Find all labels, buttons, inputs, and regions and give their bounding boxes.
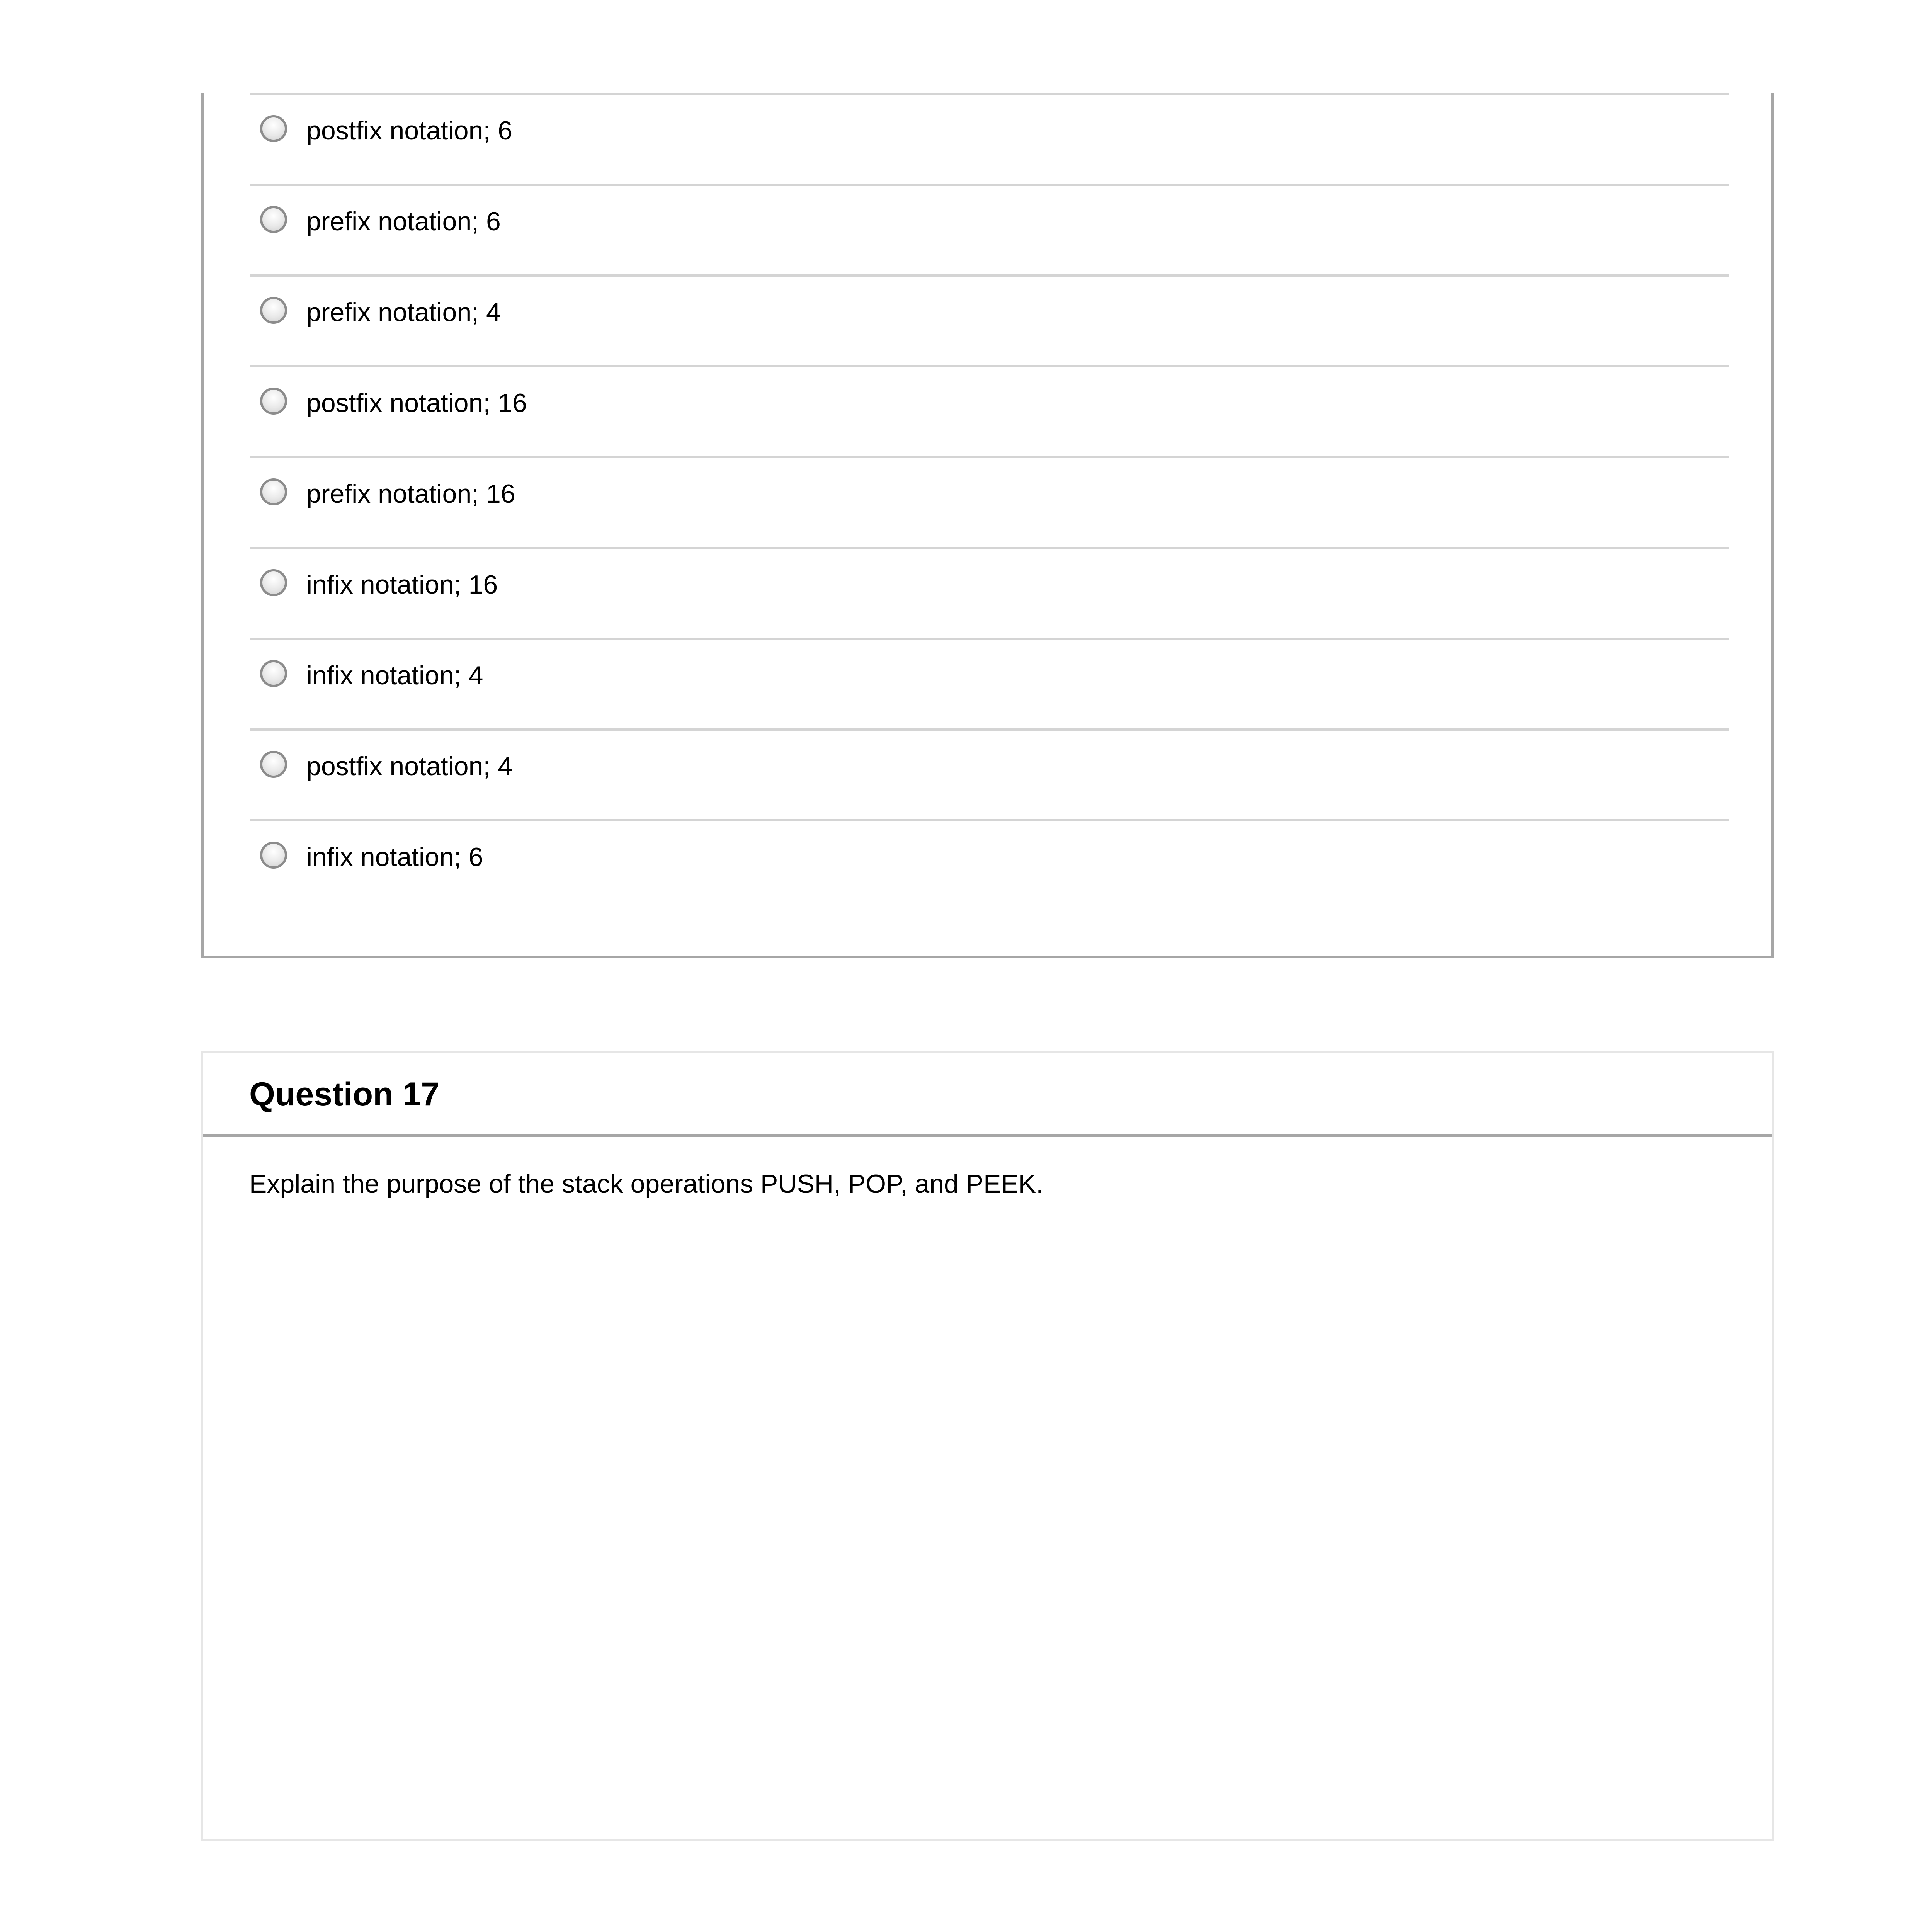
radio-button-icon[interactable] (260, 115, 287, 142)
answer-option[interactable] (250, 456, 1729, 547)
answer-option[interactable] (250, 547, 1729, 638)
radio-button-icon[interactable] (260, 842, 287, 869)
radio-button-icon[interactable] (260, 388, 287, 415)
answer-option-label[interactable]: infix notation; 4 (306, 661, 483, 690)
answer-option[interactable] (250, 93, 1729, 184)
question-17-header (203, 1053, 1772, 1137)
answer-option-label[interactable]: prefix notation; 4 (306, 298, 501, 327)
question-17-card (201, 1051, 1774, 1841)
answer-option[interactable] (250, 184, 1729, 274)
answer-option-label[interactable]: infix notation; 6 (306, 842, 483, 872)
answer-option[interactable] (250, 728, 1729, 819)
radio-button-icon[interactable] (260, 660, 287, 687)
answer-option[interactable] (250, 274, 1729, 365)
radio-button-icon[interactable] (260, 569, 287, 596)
radio-button-icon[interactable] (260, 206, 287, 233)
question-16-options-panel (201, 93, 1774, 958)
answer-option[interactable] (250, 365, 1729, 456)
answer-option[interactable] (250, 819, 1729, 910)
question-17-title: Question 17 (249, 1076, 440, 1113)
answer-option[interactable] (250, 638, 1729, 728)
radio-button-icon[interactable] (260, 297, 287, 324)
answer-option-label[interactable]: postfix notation; 16 (306, 388, 527, 418)
answer-option-label[interactable]: infix notation; 16 (306, 570, 498, 599)
answer-options-list (250, 93, 1729, 910)
radio-button-icon[interactable] (260, 751, 287, 778)
answer-option-label[interactable]: postfix notation; 4 (306, 752, 513, 781)
radio-button-icon[interactable] (260, 478, 287, 505)
question-17-text: Explain the purpose of the stack operations PUSH, POP, and PEEK. (249, 1169, 1044, 1199)
answer-option-label[interactable]: prefix notation; 6 (306, 207, 501, 236)
answer-option-label[interactable]: postfix notation; 6 (306, 116, 513, 145)
answer-option-label[interactable]: prefix notation; 16 (306, 479, 515, 509)
